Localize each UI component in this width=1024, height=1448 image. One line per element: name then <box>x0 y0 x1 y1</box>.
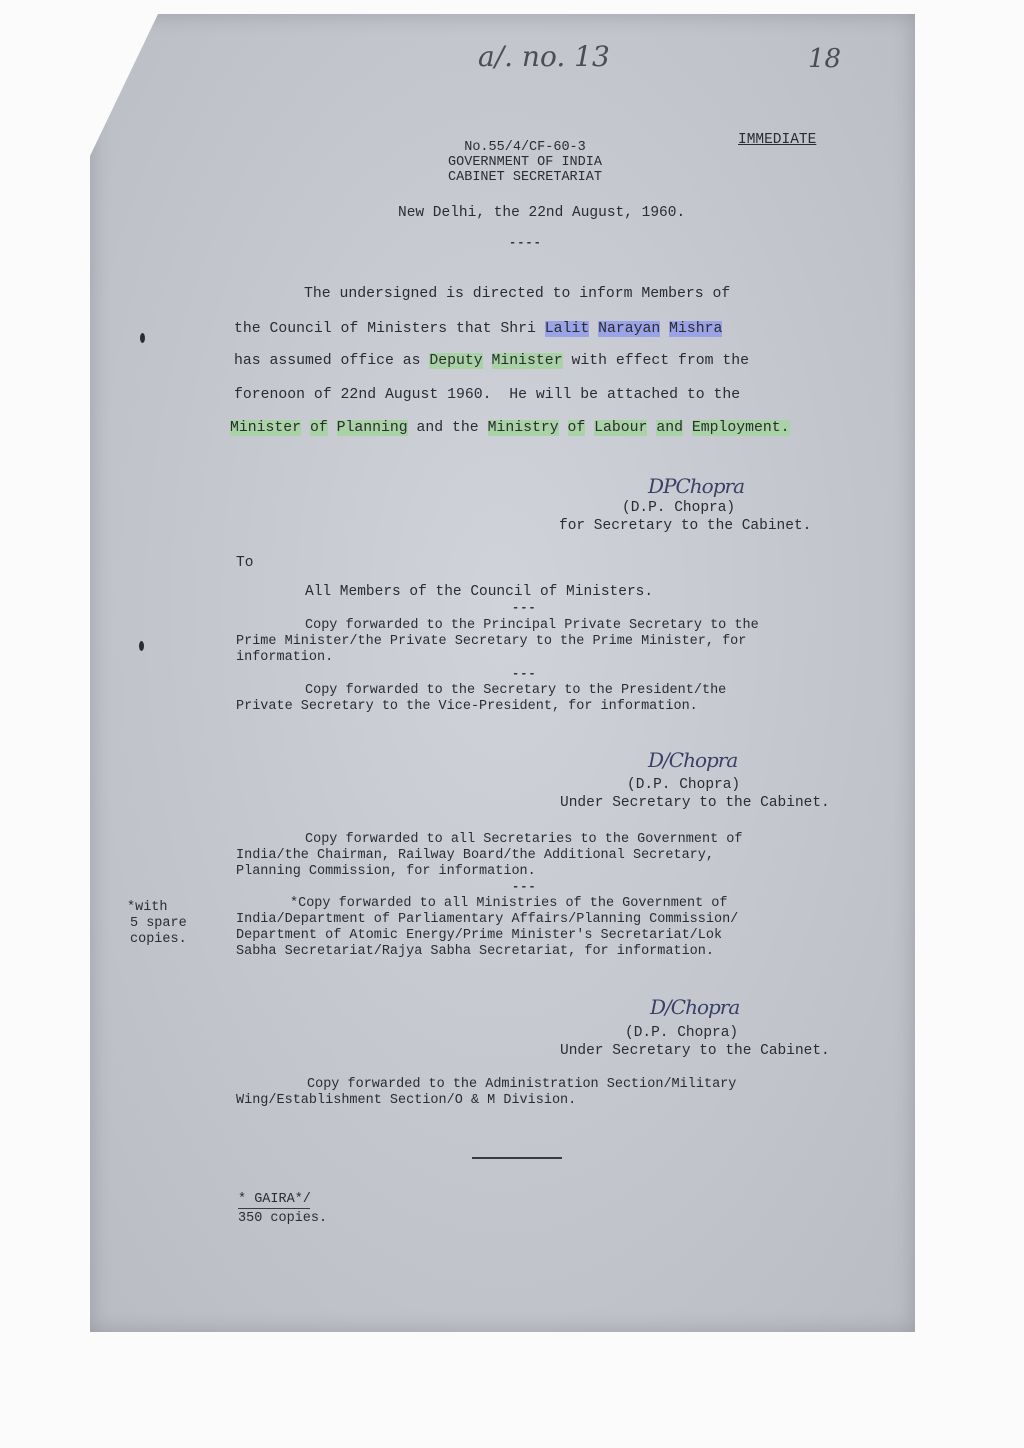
margin-mark <box>140 333 145 343</box>
closing-rule <box>472 1157 562 1159</box>
margin-note-line-1: *with <box>127 900 168 915</box>
highlight-ministry-b2: of <box>567 420 586 436</box>
body-line-4: forenoon of 22nd August 1960. He will be attached to the <box>234 387 741 403</box>
margin-note-line-2: 5 spare <box>130 916 187 931</box>
margin-mark <box>139 641 144 651</box>
signature-1: DPChopra <box>648 474 745 498</box>
copy3-line-1: Copy forwarded to all Secretaries to the Government of <box>305 832 743 847</box>
priority-label: IMMEDIATE <box>738 132 817 148</box>
highlight-role-1: Deputy <box>429 353 483 369</box>
highlight-ministry-b4: and <box>656 420 683 436</box>
highlight-person-first: Lalit <box>544 321 590 337</box>
body-line-3: has assumed office as Deputy Minister with effect from the <box>234 353 750 369</box>
highlight-person-last: Mishra <box>669 321 723 337</box>
highlight-ministry-b5: Employment. <box>691 420 790 436</box>
copy5-line-2: Wing/Establishment Section/O & M Division. <box>236 1093 577 1108</box>
government-heading: GOVERNMENT OF INDIA <box>448 155 602 170</box>
body-line-2: the Council of Ministers that Shri Lalit Narayan Mishra <box>234 321 723 337</box>
footer-code: * GAIRA*/ <box>238 1192 311 1207</box>
recipients: All Members of the Council of Ministers. <box>305 584 654 600</box>
signatory-name-2: (D.P. Chopra) <box>627 777 741 793</box>
signature-2: D/Chopra <box>648 748 738 772</box>
reference-number: No.55/4/CF-60-3 <box>464 140 586 155</box>
signatory-designation-3: Under Secretary to the Cabinet. <box>560 1043 830 1059</box>
body-line-5: Minister of Planning and the Ministry of Labour and Employment. <box>230 420 790 436</box>
footer-copies: 350 copies. <box>238 1211 328 1226</box>
signatory-designation-1: for Secretary to the Cabinet. <box>559 518 812 534</box>
copy1-line-2: Prime Minister/the Private Secretary to the Prime Minister, for <box>236 634 747 649</box>
copy2-line-2: Private Secretary to the Vice-President, for information. <box>236 699 698 714</box>
highlight-person-middle: Narayan <box>598 321 661 337</box>
separator: --- <box>512 667 537 681</box>
copy3-line-2: India/the Chairman, Railway Board/the Additional Secretary, <box>236 848 714 863</box>
signatory-name-3: (D.P. Chopra) <box>625 1025 739 1041</box>
copy5-line-1: Copy forwarded to the Administration Section/Military <box>307 1077 737 1092</box>
separator: --- <box>512 880 537 894</box>
copy4-line-3: Department of Atomic Energy/Prime Minister's Secretariat/Lok <box>236 928 723 943</box>
margin-note-line-3: copies. <box>130 932 187 947</box>
footer-underline <box>238 1208 310 1209</box>
to-label: To <box>236 555 254 571</box>
body-line-1: The undersigned is directed to inform Members of <box>304 286 731 302</box>
highlight-ministry-b1: Ministry <box>487 420 559 436</box>
header-separator: ---- <box>509 236 542 250</box>
copy4-line-1: *Copy forwarded to all Ministries of the Government of <box>290 896 728 911</box>
folded-corner <box>90 14 158 156</box>
separator: --- <box>512 601 537 615</box>
copy4-line-2: India/Department of Parliamentary Affairs/Planning Commission/ <box>236 912 739 927</box>
highlight-role-2: Minister <box>491 353 563 369</box>
handwritten-file-ref: a/. no. 13 <box>478 40 610 73</box>
copy1-line-1: Copy forwarded to the Principal Private Secretary to the <box>305 618 759 633</box>
copy3-line-3: Planning Commission, for information. <box>236 864 536 879</box>
handwritten-page-number: 18 <box>808 44 842 74</box>
signatory-name-1: (D.P. Chopra) <box>622 500 736 516</box>
place-and-date: New Delhi, the 22nd August, 1960. <box>398 205 686 221</box>
signatory-designation-2: Under Secretary to the Cabinet. <box>560 795 830 811</box>
copy4-line-4: Sabha Secretariat/Rajya Sabha Secretariat, for information. <box>236 944 714 959</box>
signature-3: D/Chopra <box>650 995 740 1019</box>
copy2-line-1: Copy forwarded to the Secretary to the President/the <box>305 683 727 698</box>
highlight-ministry-a3: Planning <box>336 420 408 436</box>
highlight-ministry-b3: Labour <box>594 420 648 436</box>
highlight-ministry-a2: of <box>309 420 328 436</box>
copy1-line-3: information. <box>236 650 334 665</box>
office-heading: CABINET SECRETARIAT <box>448 170 602 185</box>
highlight-ministry-a1: Minister <box>230 420 302 436</box>
